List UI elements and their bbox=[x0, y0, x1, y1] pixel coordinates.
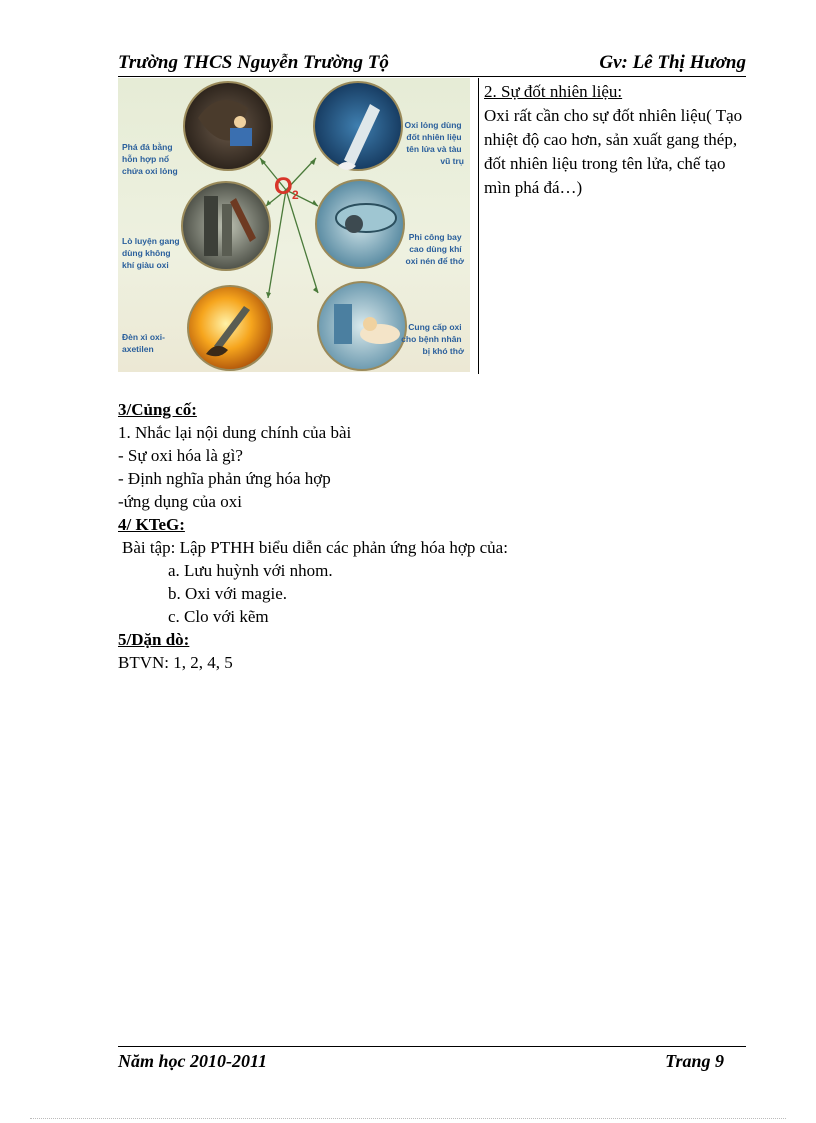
o2-subscript: 2 bbox=[292, 188, 299, 202]
page-bottom-divider bbox=[30, 1118, 786, 1119]
page-number: Trang 9 bbox=[665, 1051, 724, 1071]
caption-furnace: Lò luyện gang dùng không khí giàu oxi bbox=[122, 236, 180, 270]
caption-hospital: Cung cấp oxi cho bệnh nhân bị khó thở bbox=[401, 322, 464, 356]
oxygen-applications-figure bbox=[118, 78, 470, 372]
exercise-text: Bài tập: Lập PTHH biểu diễn các phản ứng hóa hợp của: bbox=[122, 538, 508, 557]
homework-text: BTVN: 1, 2, 4, 5 bbox=[118, 653, 233, 672]
consolidation-heading: 3/Củng cố: bbox=[118, 400, 197, 419]
list-item: c. Clo với kẽm bbox=[168, 607, 269, 626]
list-item: b. Oxi với magie. bbox=[168, 584, 287, 603]
page-footer bbox=[118, 1046, 746, 1073]
list-item: 1. Nhắc lại nội dung chính của bài bbox=[118, 423, 352, 442]
o2-label: O bbox=[274, 173, 293, 200]
list-item: - Định nghĩa phản ứng hóa hợp bbox=[118, 469, 331, 488]
section-text: Oxi rất cần cho sự đốt nhiên liệu( Tạo nhiệt độ cao hơn, sản xuất gang thép, đốt nhiên liệu trong tên lửa, chế tạo mìn phá đá…) bbox=[484, 106, 743, 197]
assessment-heading: 4/ KTeG: bbox=[118, 515, 185, 534]
list-item: a. Lưu huỳnh với nhom. bbox=[168, 561, 333, 580]
list-item: - Sự oxi hóa là gì? bbox=[118, 446, 243, 465]
caption-pilot: Phi công bay cao dùng khí oxi nén để thở bbox=[405, 232, 464, 266]
caption-rocket: Oxi lỏng dùng đốt nhiên liệu tên lửa và tàu vũ trụ bbox=[404, 120, 464, 166]
caption-torch: Đèn xì oxi- axetilen bbox=[122, 332, 165, 354]
school-year: Năm học 2010-2011 bbox=[118, 1051, 268, 1071]
oxygen-applications-figure-cell bbox=[118, 78, 479, 374]
lesson-body bbox=[118, 398, 746, 674]
homework-heading: 5/Dặn dò: bbox=[118, 630, 190, 649]
hospital-circle bbox=[318, 282, 406, 370]
teacher-name: Gv: Lê Thị Hương bbox=[599, 52, 746, 73]
list-item: -ứng dụng của oxi bbox=[118, 492, 242, 511]
oxygen-applications-illustration bbox=[118, 78, 470, 372]
section-title: 2. Sự đốt nhiên liệu: bbox=[484, 82, 623, 101]
school-name: Trường THCS Nguyễn Trường Tộ bbox=[118, 52, 389, 73]
caption-mining: Phá đá bằng hỗn hợp nổ chứa oxi lỏng bbox=[122, 142, 178, 176]
section-fuel-combustion bbox=[484, 80, 746, 200]
page-header bbox=[118, 52, 746, 77]
